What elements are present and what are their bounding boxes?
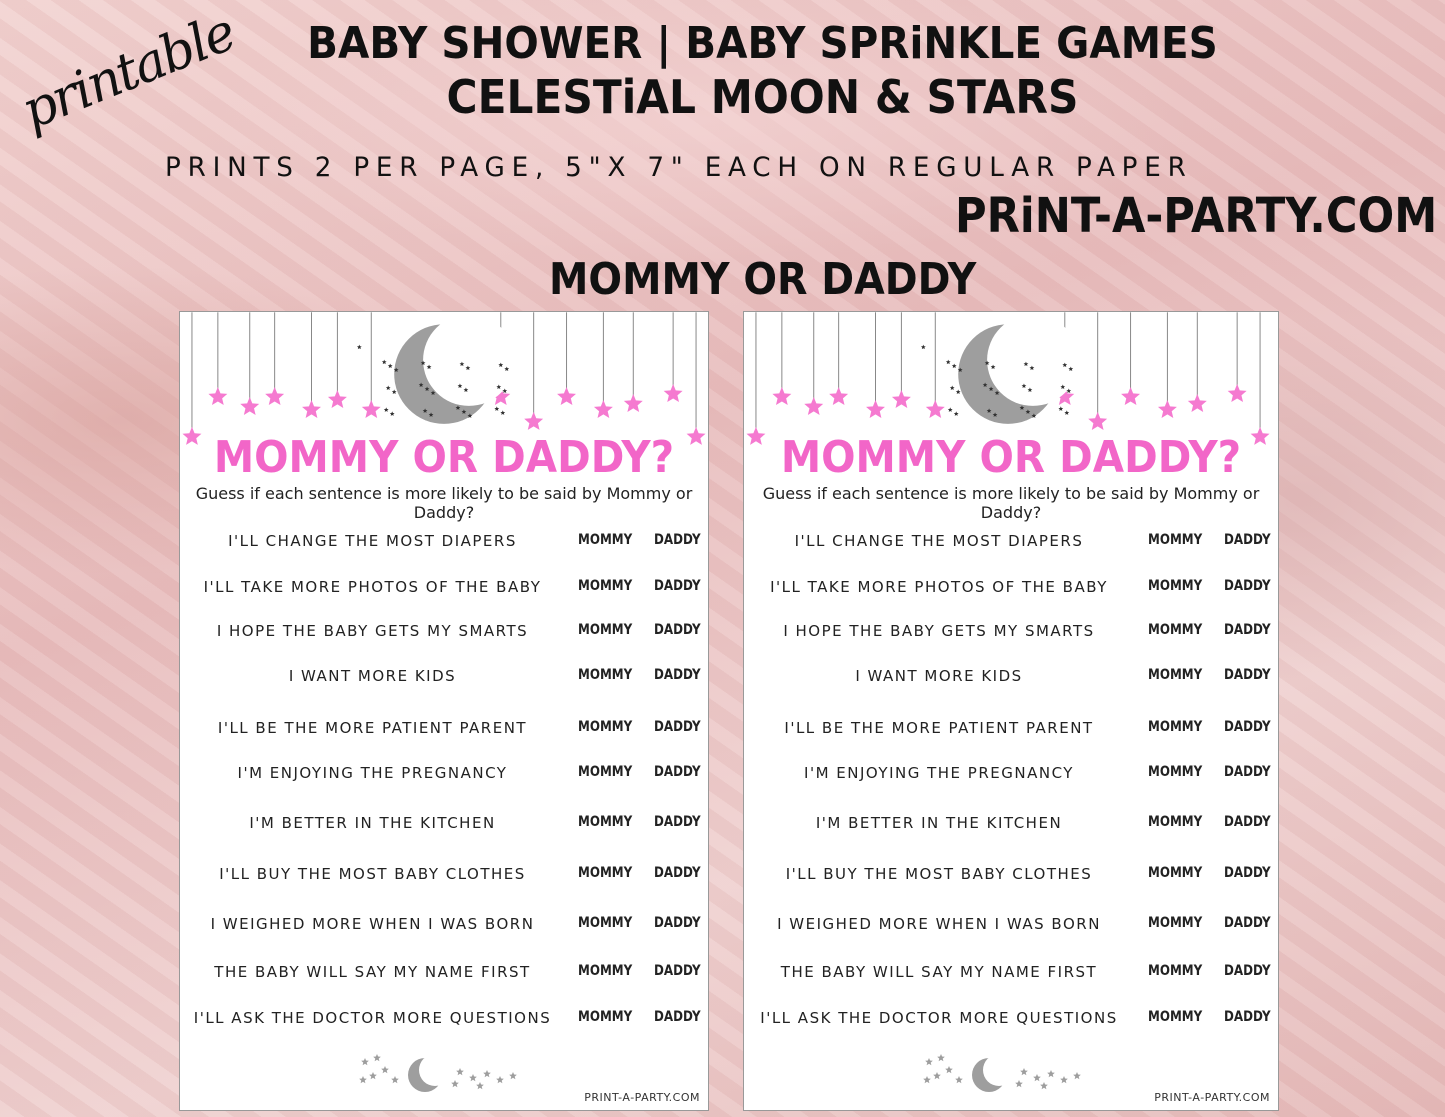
daddy-option: DADDY (654, 963, 701, 979)
game-card-right (743, 311, 1279, 1111)
daddy-option: DADDY (654, 622, 701, 638)
daddy-option: DADDY (654, 667, 701, 683)
mommy-option: MOMMY (578, 963, 633, 979)
question-statement: I'LL CHANGE THE MOST DIAPERS (794, 532, 1084, 550)
daddy-option: DADDY (654, 532, 701, 548)
question-row (744, 963, 1278, 987)
daddy-option: DADDY (1224, 719, 1271, 735)
question-statement: I'LL ASK THE DOCTOR MORE QUESTIONS (760, 1009, 1118, 1027)
daddy-option: DADDY (654, 764, 701, 780)
game-card-left (179, 311, 709, 1111)
question-row (180, 963, 708, 987)
daddy-option: DADDY (1224, 1009, 1271, 1025)
mommy-option: MOMMY (578, 915, 633, 931)
question-statement: I'M BETTER IN THE KITCHEN (249, 814, 496, 832)
mommy-option: MOMMY (1148, 865, 1203, 881)
mommy-option: MOMMY (1148, 764, 1203, 780)
card-instructions: Guess if each sentence is more likely to be said by Mommy or Daddy? (195, 484, 693, 522)
mommy-option: MOMMY (1148, 814, 1203, 830)
mommy-option: MOMMY (578, 622, 633, 638)
card-title: MOMMY OR DADDY? (213, 432, 675, 483)
question-statement: I'LL CHANGE THE MOST DIAPERS (228, 532, 517, 550)
site-name: PRiNT-A-PARTY.COM (955, 188, 1438, 244)
question-row (180, 865, 708, 889)
card-footer-site: PRINT-A-PARTY.COM (1154, 1091, 1270, 1104)
question-statement: I'LL BE THE MORE PATIENT PARENT (784, 719, 1094, 737)
question-row (744, 578, 1278, 602)
mommy-option: MOMMY (578, 764, 633, 780)
mommy-option: MOMMY (578, 865, 633, 881)
daddy-option: DADDY (1224, 963, 1271, 979)
question-row (744, 667, 1278, 691)
header-title-line2: CELESTiAL MOON & STARS (446, 70, 1079, 124)
question-statement: I WEIGHED MORE WHEN I WAS BORN (777, 915, 1101, 933)
question-statement: I WANT MORE KIDS (855, 667, 1023, 685)
section-title: MOMMY OR DADDY (549, 254, 977, 305)
printable-script-text: printable (13, 2, 243, 142)
question-row (180, 667, 708, 691)
question-statement: I WEIGHED MORE WHEN I WAS BORN (210, 915, 535, 933)
daddy-option: DADDY (654, 578, 701, 594)
mommy-option: MOMMY (1148, 963, 1203, 979)
question-row (744, 532, 1278, 556)
question-row (180, 915, 708, 939)
question-statement: THE BABY WILL SAY MY NAME FIRST (214, 963, 531, 981)
mommy-option: MOMMY (1148, 915, 1203, 931)
print-info: PRINTS 2 PER PAGE, 5"X 7" EACH ON REGULAR PAPER (165, 152, 1193, 183)
daddy-option: DADDY (1224, 667, 1271, 683)
mommy-option: MOMMY (1148, 622, 1203, 638)
question-statement: I'M ENJOYING THE PREGNANCY (237, 764, 508, 782)
mommy-option: MOMMY (1148, 532, 1203, 548)
mommy-option: MOMMY (578, 532, 633, 548)
question-row (744, 719, 1278, 743)
question-statement: THE BABY WILL SAY MY NAME FIRST (780, 963, 1098, 981)
daddy-option: DADDY (1224, 764, 1271, 780)
question-statement: I WANT MORE KIDS (288, 667, 457, 685)
footer-moon-stars-decoration (919, 1050, 1089, 1100)
daddy-option: DADDY (1224, 814, 1271, 830)
daddy-option: DADDY (654, 1009, 701, 1025)
question-row (744, 865, 1278, 889)
daddy-option: DADDY (1224, 915, 1271, 931)
daddy-option: DADDY (1224, 622, 1271, 638)
card-instructions: Guess if each sentence is more likely to be said by Mommy or Daddy? (762, 484, 1260, 522)
question-statement: I'LL BE THE MORE PATIENT PARENT (217, 719, 528, 737)
question-statement: I'LL ASK THE DOCTOR MORE QUESTIONS (193, 1009, 552, 1027)
footer-moon-stars-decoration (355, 1050, 525, 1100)
daddy-option: DADDY (1224, 532, 1271, 548)
question-statement: I'LL BUY THE MOST BABY CLOTHES (785, 865, 1093, 883)
daddy-option: DADDY (654, 915, 701, 931)
question-row (180, 764, 708, 788)
daddy-option: DADDY (1224, 578, 1271, 594)
mommy-option: MOMMY (578, 1009, 633, 1025)
header-title-line1: BABY SHOWER | BABY SPRiNKLE GAMES (307, 18, 1218, 69)
daddy-option: DADDY (654, 865, 701, 881)
mommy-option: MOMMY (578, 814, 633, 830)
question-row (744, 622, 1278, 646)
question-row (180, 578, 708, 602)
question-row (180, 622, 708, 646)
question-statement: I'LL TAKE MORE PHOTOS OF THE BABY (203, 578, 542, 596)
mommy-option: MOMMY (1148, 578, 1203, 594)
card-title: MOMMY OR DADDY? (780, 432, 1242, 483)
card-footer-site: PRINT-A-PARTY.COM (584, 1091, 700, 1104)
daddy-option: DADDY (654, 719, 701, 735)
question-statement: I HOPE THE BABY GETS MY SMARTS (216, 622, 529, 640)
question-statement: I'LL BUY THE MOST BABY CLOTHES (219, 865, 526, 883)
mommy-option: MOMMY (578, 578, 633, 594)
question-row (180, 1009, 708, 1033)
question-row (744, 764, 1278, 788)
question-row (180, 719, 708, 743)
question-statement: I'M ENJOYING THE PREGNANCY (804, 764, 1074, 782)
daddy-option: DADDY (654, 814, 701, 830)
question-row (744, 814, 1278, 838)
question-row (180, 814, 708, 838)
mommy-option: MOMMY (578, 719, 633, 735)
mommy-option: MOMMY (1148, 719, 1203, 735)
mommy-option: MOMMY (1148, 1009, 1203, 1025)
question-statement: I'LL TAKE MORE PHOTOS OF THE BABY (770, 578, 1108, 596)
question-statement: I'M BETTER IN THE KITCHEN (815, 814, 1063, 832)
daddy-option: DADDY (1224, 865, 1271, 881)
mommy-option: MOMMY (578, 667, 633, 683)
mommy-option: MOMMY (1148, 667, 1203, 683)
question-statement: I HOPE THE BABY GETS MY SMARTS (783, 622, 1095, 640)
question-row (180, 532, 708, 556)
question-row (744, 915, 1278, 939)
question-row (744, 1009, 1278, 1033)
